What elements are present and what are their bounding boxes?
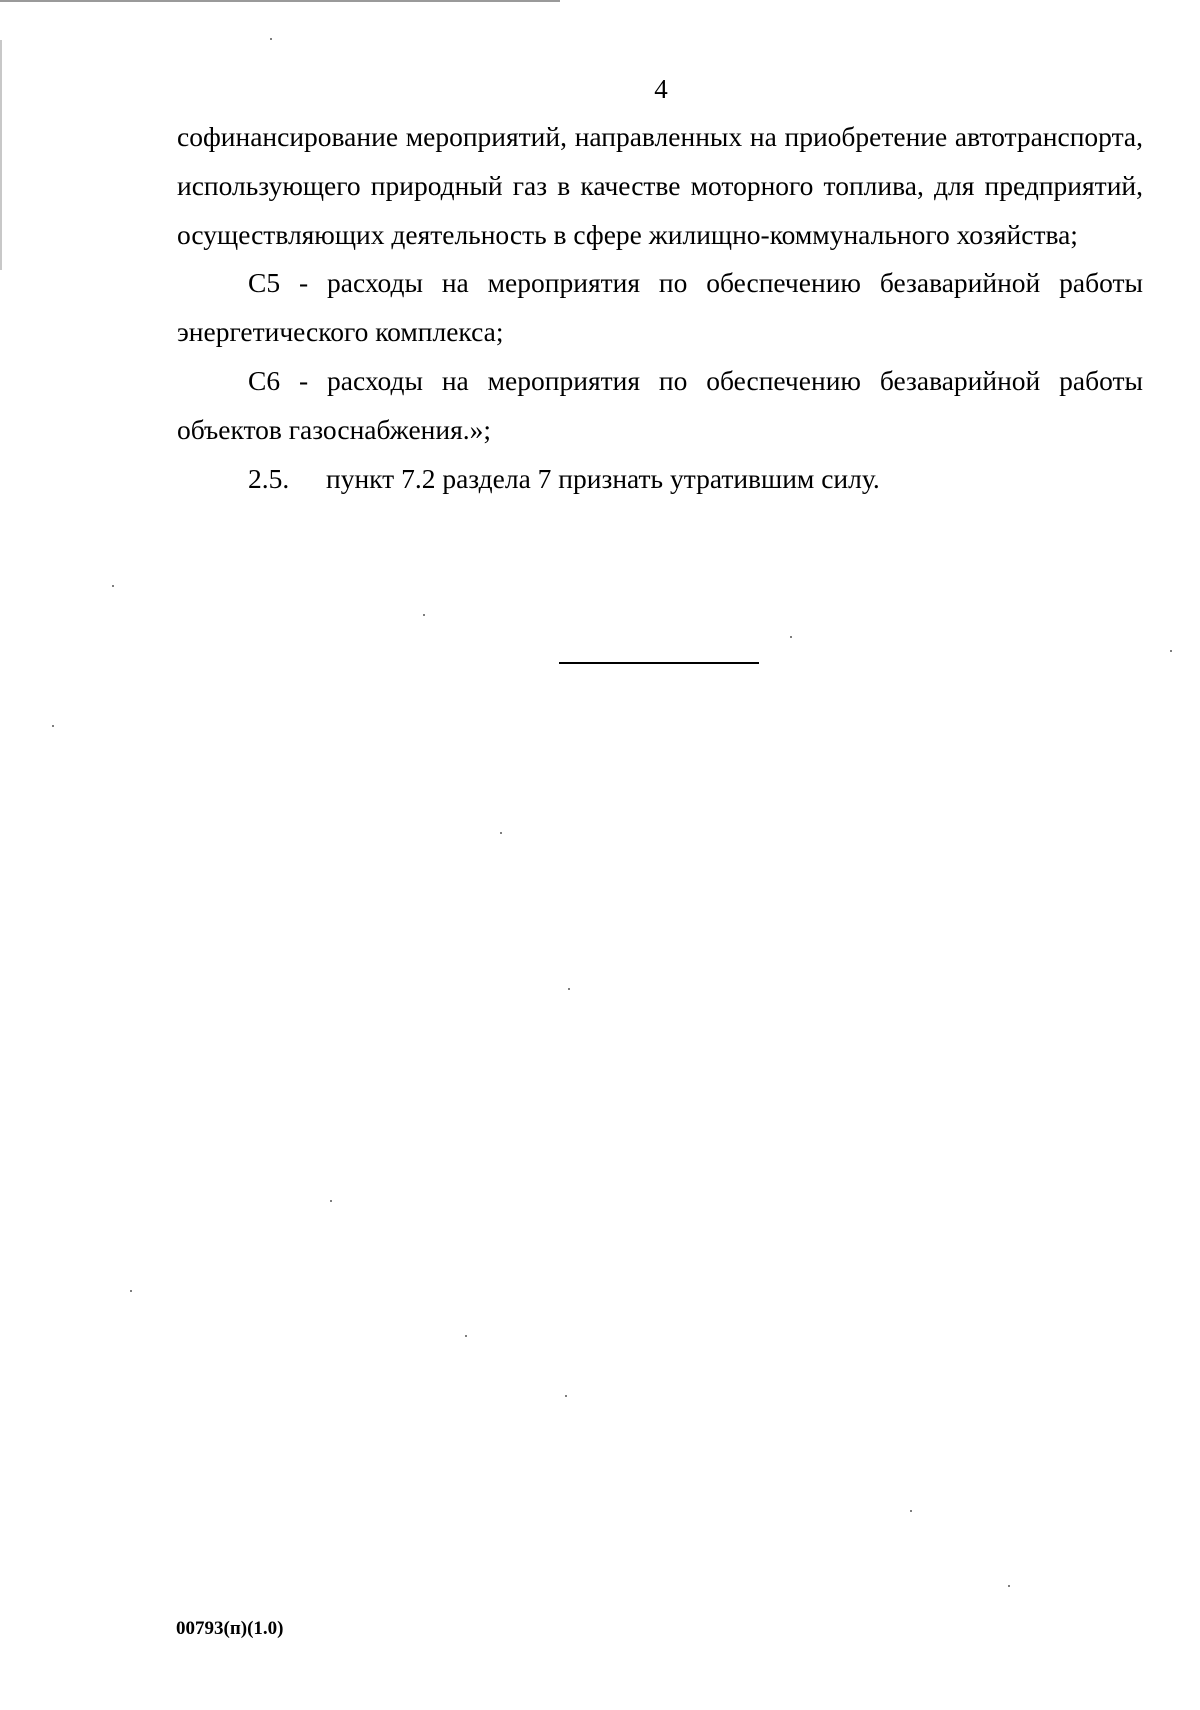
scan-speck bbox=[52, 725, 54, 727]
document-body bbox=[177, 113, 1143, 503]
scan-speck bbox=[568, 988, 570, 990]
scan-speck bbox=[112, 585, 114, 587]
paragraph-c5: С5 - расходы на мероприятия по обеспечению безаварийной работы энергетического комплекса; bbox=[177, 267, 1143, 348]
scan-speck bbox=[330, 1200, 332, 1202]
paragraph-c6: С6 - расходы на мероприятия по обеспечению безаварийной работы объектов газоснабжения.»; bbox=[177, 364, 1143, 445]
item-number: 2.5. bbox=[248, 462, 290, 494]
paragraph-cofinancing: софинансирование мероприятий, направленных на приобретение автотранспорта, использующего природный газ в качестве моторного топлива, для предприятий, осуществляющих деятельность в сфере жилищно-коммунального хозяйства; bbox=[177, 121, 1143, 250]
scan-speck bbox=[465, 1335, 467, 1337]
scan-speck bbox=[1170, 650, 1172, 652]
scan-speck bbox=[130, 1290, 132, 1292]
scan-speck bbox=[500, 832, 502, 834]
scan-speck bbox=[565, 1395, 567, 1397]
scan-speck bbox=[270, 38, 272, 40]
item-text: пункт 7.2 раздела 7 признать утратившим силу. bbox=[326, 462, 880, 494]
scan-top-edge bbox=[0, 0, 560, 2]
scan-speck bbox=[423, 614, 425, 616]
page-number: 4 bbox=[654, 74, 668, 104]
scan-speck bbox=[1008, 1585, 1010, 1587]
end-separator-line bbox=[559, 662, 759, 664]
document-code: 00793(п)(1.0) bbox=[176, 1618, 284, 1639]
scan-speck bbox=[790, 636, 792, 638]
paragraph-item-2-5 bbox=[177, 455, 1143, 504]
scan-speck bbox=[910, 1510, 912, 1512]
